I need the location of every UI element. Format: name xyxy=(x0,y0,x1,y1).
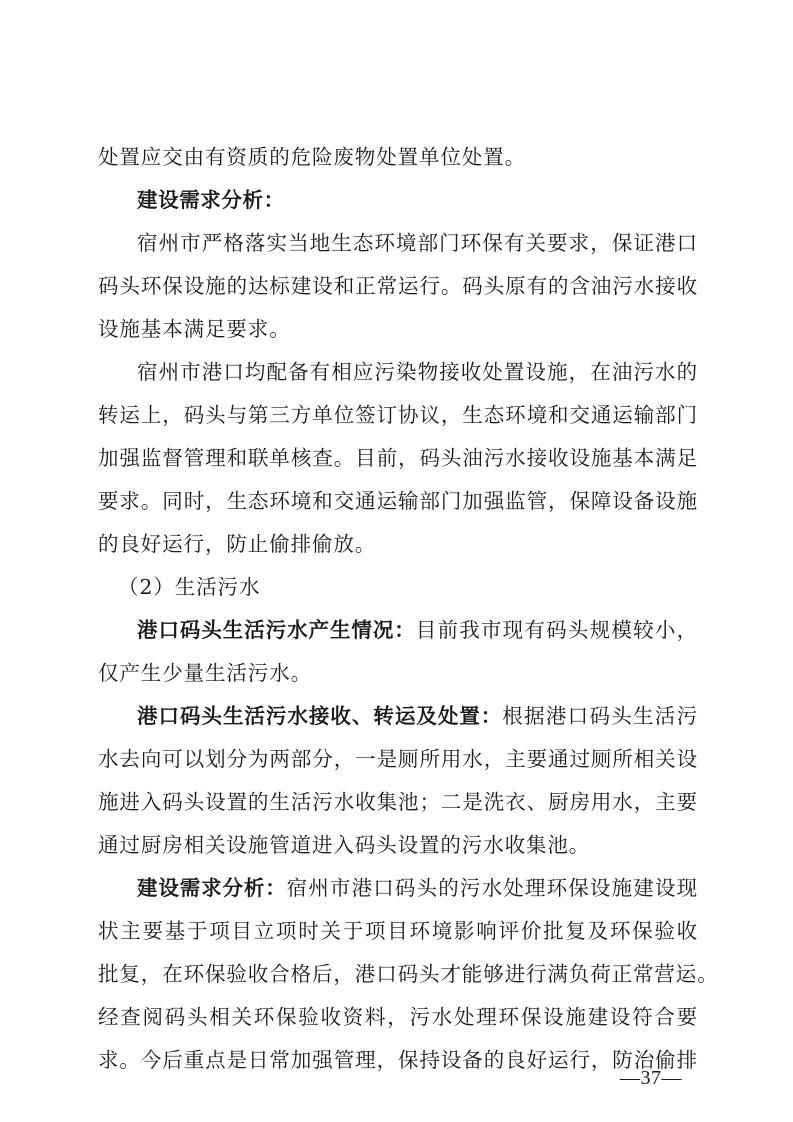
line-text: 根据港口码头生活污 xyxy=(502,704,698,728)
inline-heading: 港口码头生活污水产生情况： xyxy=(137,618,416,642)
paragraph-line xyxy=(98,401,698,429)
section-heading xyxy=(137,186,698,214)
paragraph-line xyxy=(98,788,698,816)
paragraph-line xyxy=(98,272,698,300)
line-text: 目前我市现有码头规模较小， xyxy=(415,618,698,642)
line-text: 仅产生少量生活污水。 xyxy=(98,661,312,685)
page-number: —37— xyxy=(620,1067,682,1089)
paragraph-line xyxy=(98,315,698,343)
line-text: 通过厨房相关设施管道进入码头设置的污水收集池。 xyxy=(98,833,591,857)
paragraph-line xyxy=(137,229,698,257)
paragraph-line xyxy=(98,143,698,171)
line-text: 的良好运行，防止偷排偷放。 xyxy=(98,532,377,556)
paragraph-line xyxy=(98,745,698,773)
line-text: 加强监督管理和联单核查。目前，码头油污水接收设施基本满足 xyxy=(98,446,698,470)
paragraph-line xyxy=(137,358,698,386)
line-text: （2）生活污水 xyxy=(118,575,261,599)
paragraph-line xyxy=(137,616,698,644)
heading-text: 建设需求分析： xyxy=(137,188,285,212)
line-text: 宿州市港口码头的污水处理环保设施建设现 xyxy=(286,876,698,900)
line-text: 批复，在环保验收合格后，港口码头才能够进行满负荷正常营运。 xyxy=(98,962,719,986)
paragraph-line xyxy=(98,831,698,859)
line-text: 要求。同时，生态环境和交通运输部门加强监管，保障设备设施 xyxy=(98,489,698,513)
paragraph-line xyxy=(98,1046,698,1074)
paragraph-line xyxy=(98,917,698,945)
line-text: 状主要基于项目立项时关于项目环境影响评价批复及环保验收 xyxy=(98,919,698,943)
paragraph-line xyxy=(98,530,698,558)
line-text: 设施基本满足要求。 xyxy=(98,317,291,341)
line-text: 施进入码头设置的生活污水收集池；二是洗衣、厨房用水，主要 xyxy=(98,790,698,814)
line-text: 处置应交由有资质的危险废物处置单位处置。 xyxy=(98,145,526,169)
subsection-title xyxy=(118,573,718,601)
line-text: 经查阅码头相关环保验收资料，污水处理环保设施建设符合要 xyxy=(98,1005,698,1029)
line-text: 码头环保设施的达标建设和正常运行。码头原有的含油污水接收 xyxy=(98,274,698,298)
paragraph-line xyxy=(137,874,698,902)
line-text: 宿州市严格落实当地生态环境部门环保有关要求，保证港口 xyxy=(137,231,698,255)
paragraph-line xyxy=(137,702,698,730)
line-text: 转运上，码头与第三方单位签订协议，生态环境和交通运输部门 xyxy=(98,403,698,427)
paragraph-line xyxy=(98,487,698,515)
paragraph-line xyxy=(98,659,698,687)
inline-heading: 建设需求分析： xyxy=(137,876,287,900)
line-text: 求。今后重点是日常加强管理，保持设备的良好运行，防治偷排 xyxy=(98,1048,698,1072)
paragraph-line xyxy=(98,444,698,472)
paragraph-line xyxy=(98,1003,698,1031)
inline-heading: 港口码头生活污水接收、转运及处置： xyxy=(137,704,503,728)
line-text: 宿州市港口均配备有相应污染物接收处置设施，在油污水的 xyxy=(137,360,698,384)
paragraph-line xyxy=(98,960,719,988)
line-text: 水去向可以划分为两部分，一是厕所用水，主要通过厕所相关设 xyxy=(98,747,698,771)
